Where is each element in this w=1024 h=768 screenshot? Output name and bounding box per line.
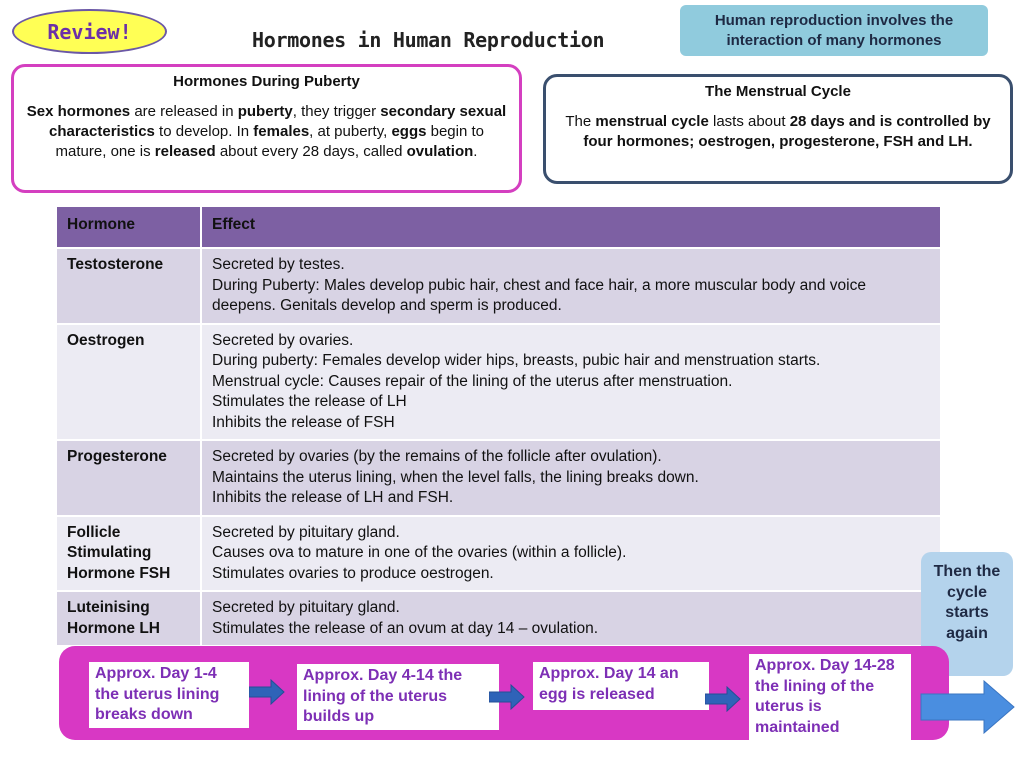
puberty-card	[11, 64, 522, 193]
arrow-right-icon	[489, 684, 525, 710]
hormone-name: Progesterone	[56, 440, 201, 516]
text-segment: about every 28 days, called	[215, 143, 407, 160]
menstrual-cycle-card-body	[556, 112, 1000, 152]
menstrual-cycle-card-title: The Menstrual Cycle	[705, 83, 851, 100]
effect-line: Inhibits the release of LH and FSH.	[212, 489, 454, 506]
text-segment: puberty	[237, 103, 293, 120]
timeline-stage-day-14-28: Approx. Day 14-28 the lining of the uterus is maintained	[749, 654, 911, 740]
hormone-effect	[201, 440, 941, 516]
text-segment: eggs	[391, 123, 427, 140]
menstrual-cycle-card	[543, 74, 1013, 184]
table-row	[56, 591, 941, 646]
hormone-name: Testosterone	[56, 248, 201, 324]
effect-line: During puberty: Females develop wider hips, breasts, pubic hair and menstruation starts.	[212, 352, 821, 369]
text-segment: The	[565, 113, 596, 130]
effect-line: Secreted by ovaries.	[212, 331, 354, 349]
table-row	[56, 440, 941, 516]
hormone-name: Luteinising Hormone LH	[56, 591, 201, 646]
effect-line: Maintains the uterus lining, when the level falls, the lining breaks down.	[212, 468, 699, 486]
hormone-table	[55, 205, 942, 647]
large-arrow-right-icon	[920, 680, 1016, 734]
info-callout: Human reproduction involves the interaction of many hormones	[680, 5, 988, 56]
page-title: Hormones in Human Reproduction	[252, 28, 605, 52]
effect-line: Secreted by ovaries (by the remains of the follicle after ovulation).	[212, 448, 662, 465]
arrow-right-icon	[249, 679, 285, 705]
hormone-effect	[201, 591, 941, 646]
hormone-rows	[56, 248, 941, 646]
hormone-name: Follicle Stimulating Hormone FSH	[56, 516, 201, 592]
puberty-card-body	[24, 102, 509, 162]
table-row	[56, 248, 941, 324]
effect-line: Secreted by pituitary gland.	[212, 599, 400, 616]
effect-line: During Puberty: Males develop pubic hair, chest and face hair, a more muscular body and voice deepens. Genitals develop and sperm is produced.	[212, 276, 866, 314]
effect-line: Secreted by testes.	[212, 256, 345, 273]
arrow-right-icon	[705, 686, 741, 712]
header-effect: Effect	[201, 206, 941, 248]
hormone-effect	[201, 324, 941, 441]
text-segment: ovulation	[406, 143, 474, 160]
text-segment: .	[473, 143, 478, 160]
text-segment: released	[154, 143, 216, 160]
text-segment: to develop. In	[154, 123, 254, 140]
header-hormone: Hormone	[56, 206, 201, 248]
effect-line: Inhibits the release of FSH	[212, 413, 395, 431]
effect-line: Menstrual cycle: Causes repair of the lining of the uterus after menstruation.	[212, 372, 733, 390]
cycle-timeline	[59, 646, 949, 740]
text-segment: lasts about	[708, 113, 790, 130]
effect-line: Stimulates the release of LH	[212, 393, 407, 410]
text-segment: , they trigger	[292, 103, 381, 120]
text-segment: are released in	[130, 103, 238, 120]
review-badge: Review!	[12, 9, 167, 54]
table-row	[56, 516, 941, 592]
timeline-stage-day-4-14: Approx. Day 4-14 the lining of the uterus builds up	[297, 664, 499, 730]
hormone-effect	[201, 516, 941, 592]
effect-line: Stimulates the release of an ovum at day 14 – ovulation.	[212, 619, 599, 637]
table-header-row	[56, 206, 941, 248]
effect-line: Stimulates ovaries to produce oestrogen.	[212, 564, 494, 582]
text-segment: , at puberty,	[309, 123, 392, 140]
cycle-restart-note: Then the cycle starts again	[921, 552, 1013, 676]
timeline-stage-day-1-4: Approx. Day 1-4 the uterus lining breaks down	[89, 662, 249, 728]
table-row	[56, 324, 941, 441]
text-segment: begin to mature, one is	[55, 123, 484, 160]
timeline-stage-day-14: Approx. Day 14 an egg is released	[533, 662, 709, 710]
text-segment: menstrual cycle	[595, 113, 709, 130]
puberty-card-title: Hormones During Puberty	[173, 73, 360, 90]
text-segment: Sex hormones	[26, 103, 131, 120]
effect-line: Causes ova to mature in one of the ovaries (within a follicle).	[212, 544, 627, 561]
text-segment: females	[253, 123, 310, 140]
effect-line: Secreted by pituitary gland.	[212, 523, 400, 541]
hormone-effect	[201, 248, 941, 324]
text-segment: 28 days and is controlled by four hormones; oestrogen, progesterone, FSH and LH.	[583, 113, 991, 150]
text-segment: secondary sexual characteristics	[48, 103, 507, 140]
hormone-name: Oestrogen	[56, 324, 201, 441]
